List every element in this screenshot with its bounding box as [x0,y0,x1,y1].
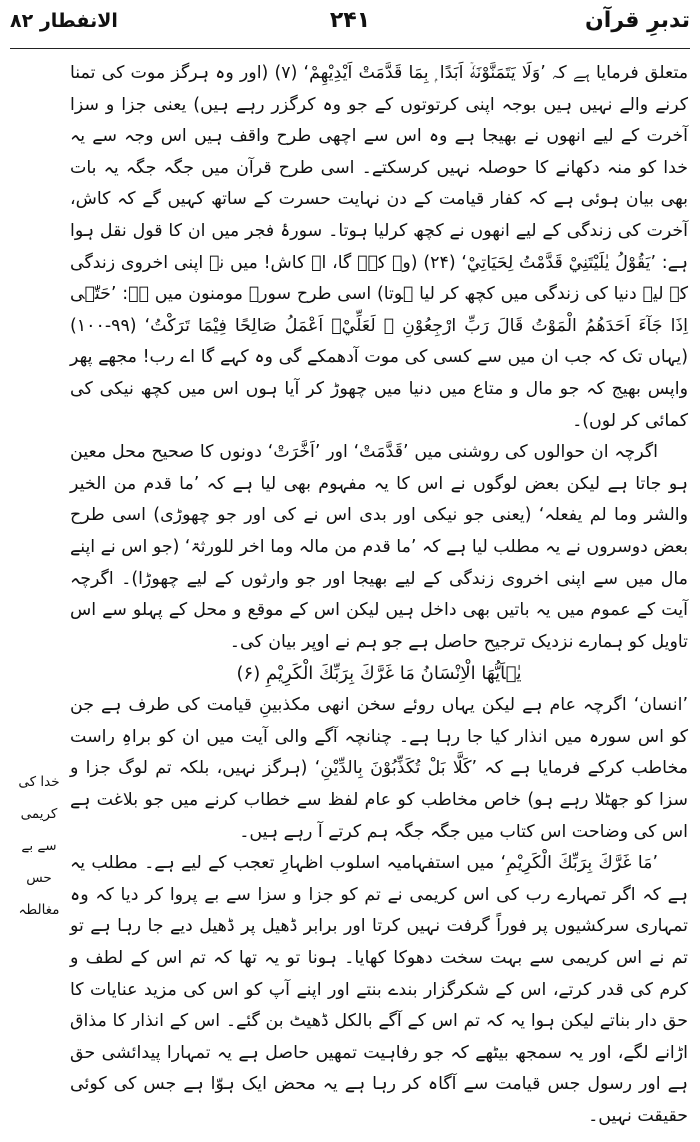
paragraph-2: اگرچہ ان حوالوں کی روشنی میں ’قَدَّمَتْ‘ اور ’اَخَّرَتْ‘ دونوں کا صحیح محل معین ہو جاتا ہے لیکن بعض لوگوں نے اس کا یہ مفہوم بھی لیا ہے کہ ’ما قدم من الخیر والشر وما لم یفعلہ‘ (یعنی جو نیکی اور بدی اس نے کی اور جو چھوڑی) اسی طرح بعض دوسروں نے یہ مطلب لیا ہے کہ ’ما قدم من مالہ وما اخر للورثۃ‘ (جو اس نے اپنے مال میں سے اپنی اخروی زندگی کے لیے بھیجا اور جو وارثوں کے لیے چھوڑا)۔ اگرچہ آیت کے عموم میں یہ باتیں بھی داخل ہیں لیکن اس کے موقع و محل کے پہلو سے اس تاویل کو ہمارے نزدیک ترجیح حاصل ہے جو ہم نے اوپر بیان کی۔ [70,442,688,652]
page-number: ۲۴۱ [329,8,371,33]
paragraph-4: ’مَا غَرَّكَ بِرَبِّكَ الْكَرِيْمِ‘ میں استفہامیہ اسلوب اظہارِ تعجب کے لیے ہے۔ مطلب یہ ہے کہ اگر تمہارے رب کی اس کریمی نے تم کو جزا و سزا سے بے پروا کر دیا کہ وہ تمہاری سرکشیوں پر فوراً گرفت نہیں کرتا اور برابر ڈھیل پر ڈھیل دیے جا رہا ہے تو تم نے اس کریمی سے بہت سخت دھوکا کھایا۔ ہونا تو یہ تھا کہ تم اس کے لطف و کرم کی قدر کرتے، اس کے شکرگزار بندے بنتے اور اپنے آپ کو اس کی مزید عنایات کا حق دار بناتے لیکن ہوا یہ کہ تم اس کے آگے بالکل ڈھیٹ بن گئے۔ اس کے انذار کا مذاق اڑانے لگے، اور یہ سمجھ بیٹھے کہ جو رفاہیت تمھیں حاصل ہے یہ تمہارا پیدائشی حق ہے اور رسول جس قیامت سے آگاہ کر رہا ہے یہ محض ایک ہوّا ہے جس کی کوئی حقیقت نہیں۔ [70,853,688,1126]
header-divider [10,48,690,49]
paragraph-3: ’انسان‘ اگرچہ عام ہے لیکن یہاں روئے سخن انھی مکذبینِ قیامت کی طرف ہے جن کو اس سورہ میں انذار کیا جا رہا ہے۔ چنانچہ آگے والی آیت میں ان کو براہِ راست مخاطب کرکے فرمایا ہے کہ ’كَلَّا بَلْ تُكَذِّبُوْنَ بِالدِّيْنِ‘ (ہرگز نہیں، بلکہ تم لوگ جزا و سزا کو جھٹلا رہے ہو) خاص مخاطب کو عام لفظ سے خطاب کرنے میں جو بلاغت ہے اس کی وضاحت اس کتاب میں جگہ جگہ ہم کرتے آ رہے ہیں۔ [70,695,688,842]
verse-heading: يٰۤاَيُّهَا الْاِنْسَانُ مَا غَرَّكَ بِرَبِّكَ الْكَرِيْمِ (۶) [236,663,522,685]
margin-note: سے بے حس [21,838,57,886]
page-header [10,8,690,48]
book-title: تدبرِ قرآن [585,8,690,33]
margin-note: مغالطہ [18,902,60,918]
surah-reference: الانفطار ۸۲ [10,10,118,32]
margin-notes [8,766,70,926]
main-text [70,58,688,1133]
margin-note: خدا کی کریمی [18,774,60,822]
paragraph-1: متعلق فرمایا ہے کہ ’وَلَا يَتَمَنَّوْنَهٗۤ اَبَدًا ۭ بِمَا قَدَّمَتْ اَيْدِيْهِمْ‘ (۷) (اور وہ ہرگز موت کی تمنا کرنے والے نہیں ہیں بوجہ اپنی کرتوتوں کے جو وہ کرگزر رہے ہیں) یعنی جزا و سزا آخرت کے لیے انھوں نے بھیجا ہے وہ اس سے اچھی طرح واقف ہیں اس وجہ سے یہ خدا کو منہ دکھانے کا حوصلہ نہیں کرسکتے۔ اسی طرح قرآن میں جگہ جگہ یہ بات بھی بیان ہوئی ہے کہ کفار قیامت کے دن نہایت حسرت کے ساتھ کہیں گے کہ کاش، آخرت کی زندگی کے لیے انھوں نے کچھ کرلیا ہوتا۔ سورۂ فجر میں ان کا قول نقل ہوا ہے: ’يَقُوْلُ يٰلَيْتَنِيْ قَدَّمْتُ لِحَيَاتِيْ‘ (۲۴) (وہ کہے گا، اے کاش! میں نے اپنی اخروی زندگی کے لیے دنیا کی زندگی میں کچھ کر لیا ہوتا) اسی طرح سورۂ مومنون میں ہے: ’حَتّٰۤى اِذَا جَآءَ اَحَدَهُمُ الْمَوْتُ قَالَ رَبِّ ارْجِعُوْنِ ۙ لَعَلِّيْۤ اَعْمَلُ صَالِحًا فِيْمَا تَرَكْتُ‘ (۹۹-۱۰۰) (یہاں تک کہ جب ان میں سے کسی کی موت آدھمکے گی وہ کہے گا اے رب! مجھے پھر واپس بھیج کہ جو مال و متاع میں دنیا میں چھوڑ کر آیا ہوں اس میں کچھ نیکی کی کمائی کر لوں)۔ [70,63,689,431]
